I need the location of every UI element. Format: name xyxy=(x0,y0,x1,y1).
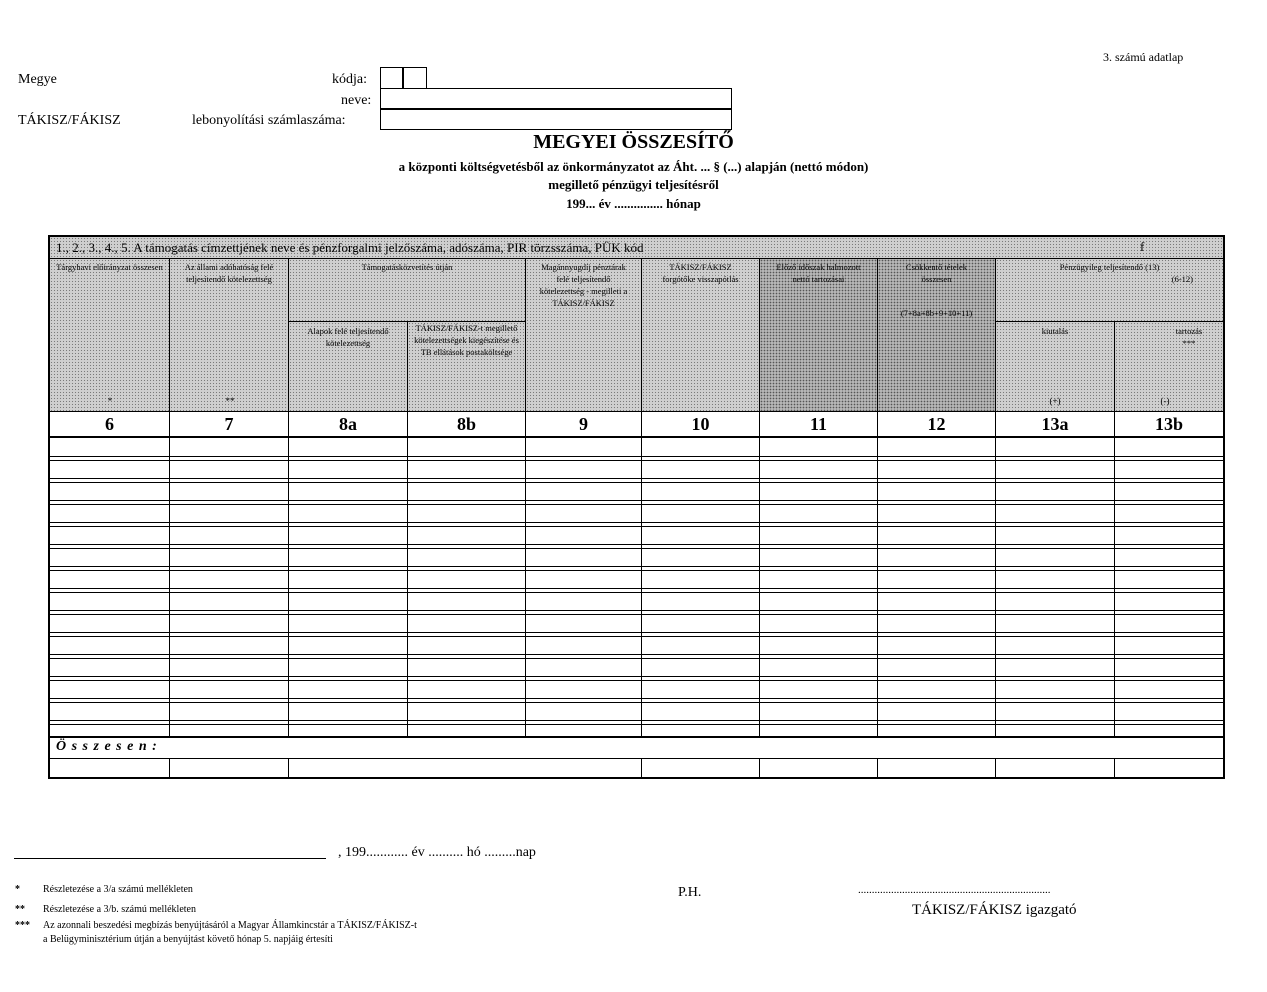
megye-label: Megye xyxy=(18,72,57,87)
col-9-header xyxy=(526,259,642,411)
banner-text: 1., 2., 3., 4., 5. A támogatás címzettjének neve és pénzforgalmi jelzőszáma, adószáma, PIR törzsszáma, PÜK kód xyxy=(56,240,644,255)
col-line xyxy=(759,438,760,777)
date-line[interactable]: , 199............ év .......... hó .........nap xyxy=(338,845,536,860)
col-num-9: 9 xyxy=(526,412,642,436)
table-body[interactable] xyxy=(50,438,1223,777)
takisz-label: TÁKISZ/FÁKISZ xyxy=(18,113,121,128)
col-12-title: Csökkentő tételek összesen xyxy=(905,262,968,284)
col-7-title: Az állami adóhatóság felé teljesítendő kötelezettség xyxy=(184,262,274,284)
col-line xyxy=(1114,438,1115,777)
subtitle-line-2: megillető pénzügyi teljesítésről xyxy=(548,177,719,192)
summary-table xyxy=(48,235,1225,779)
col-13-formula: (6-12) xyxy=(1171,274,1193,284)
director-label: TÁKISZ/FÁKISZ igazgató xyxy=(912,902,1077,918)
col-9-title: Magánnyugdíj pénztárak felé teljesítendő kötelezettség - megilleti a TÁKISZ/FÁKISZ xyxy=(539,262,628,308)
footnote-3-mark: *** xyxy=(15,920,30,931)
col-6-header xyxy=(50,259,170,411)
col-line xyxy=(995,438,996,777)
signature-dots[interactable]: ...................................................................... xyxy=(858,884,1051,896)
table-banner xyxy=(50,237,1223,259)
col-11-header xyxy=(760,259,878,411)
ph-stamp-label: P.H. xyxy=(678,885,702,900)
total-label: Ö s s z e s e n : xyxy=(56,739,158,754)
footnote-1-text: Részletezése a 3/a számú mellékleten xyxy=(43,884,193,895)
kodja-label: kódja: xyxy=(332,72,367,87)
banner-right-mark: f xyxy=(1140,239,1145,254)
col-13-title: Pénzügyileg teljesítendő (13) xyxy=(1059,262,1160,272)
neve-label: neve: xyxy=(341,93,372,108)
county-name-field[interactable] xyxy=(380,88,732,109)
county-code-box-1[interactable] xyxy=(380,67,403,89)
footnote-3-text: Az azonnali beszedési megbízás benyújtásáról a Magyar Államkincstár a TÁKISZ/FÁKISZ-t xyxy=(43,920,417,931)
footnote-1 xyxy=(15,884,193,895)
col-num-12: 12 xyxy=(878,412,996,436)
col-line xyxy=(877,438,878,777)
footnote-1-mark: * xyxy=(15,884,20,895)
column-number-row xyxy=(50,411,1223,438)
account-label: lebonyolítási számlaszáma: xyxy=(192,113,346,128)
col-7-header xyxy=(170,259,289,411)
col-num-11: 11 xyxy=(760,412,878,436)
col-13a-mark: (+) xyxy=(1049,396,1061,406)
footnote-2-text: Részletezése a 3/b. számú mellékleten xyxy=(43,904,196,915)
col-10-title: TÁKISZ/FÁKISZ forgótőke visszapótlás xyxy=(662,262,739,284)
footnote-4-text: a Belügyminisztérium útján a benyújtást követő hónap 5. napjáig értesíti xyxy=(43,934,333,945)
county-code-box-2[interactable] xyxy=(403,67,427,89)
col-12-header xyxy=(878,259,996,411)
page-title: MEGYEI ÖSSZESÍTŐ xyxy=(533,131,734,153)
col-13b-mark: (-) xyxy=(1160,396,1170,406)
col-12-formula: (7+8a+8b+9+10+11) xyxy=(900,308,973,318)
col-8-title: Támogatásközvetítés útján xyxy=(361,262,453,272)
col-13b-title: tartozás xyxy=(1175,326,1203,336)
col-num-6: 6 xyxy=(50,412,170,436)
col-8b-title: TÁKISZ/FÁKISZ-t megillető kötelezettségek kiegészítése és TB ellátások postaköltsége xyxy=(414,323,519,357)
col-num-8b: 8b xyxy=(408,412,526,436)
col-11-title: Előző időszak halmozott nettó tartozásai xyxy=(776,262,861,284)
col-num-10: 10 xyxy=(642,412,760,436)
col-num-13b: 13b xyxy=(1154,414,1183,434)
form-id: 3. számú adatlap xyxy=(1103,50,1184,64)
col-8a-header xyxy=(289,321,408,411)
total-row xyxy=(50,736,1223,759)
col-num-7: 7 xyxy=(170,412,289,436)
footnote-3 xyxy=(15,920,417,931)
col-10-header xyxy=(642,259,760,411)
footnote-2 xyxy=(15,904,196,915)
col-num-13a: 13a xyxy=(996,412,1115,436)
account-number-field[interactable] xyxy=(380,109,732,130)
col-8b-header xyxy=(408,321,526,411)
col-line xyxy=(288,438,289,777)
footnote-4 xyxy=(15,934,333,945)
col-num-8a: 8a xyxy=(289,412,408,436)
table-header xyxy=(50,259,1223,411)
subtitle-line-1: a központi költségvetésből az önkormányzatot az Áht. ... § (...) alapján (nettó módon) xyxy=(398,159,869,174)
col-6-title: Tárgyhavi előirányzat összesen xyxy=(56,262,163,272)
col-8a-title: Alapok felé teljesítendő kötelezettség xyxy=(307,326,389,348)
col-13a-title: kiutalás xyxy=(1041,326,1069,336)
subtitle-line-3: 199... év ............... hónap xyxy=(566,196,701,211)
col-6-mark: * xyxy=(107,396,113,406)
place-line[interactable] xyxy=(14,858,326,859)
col-7-mark: ** xyxy=(225,396,235,406)
col-13b-stars: *** xyxy=(1182,338,1196,348)
col-line xyxy=(169,438,170,777)
col-line xyxy=(641,438,642,777)
footnote-2-mark: ** xyxy=(15,904,25,915)
